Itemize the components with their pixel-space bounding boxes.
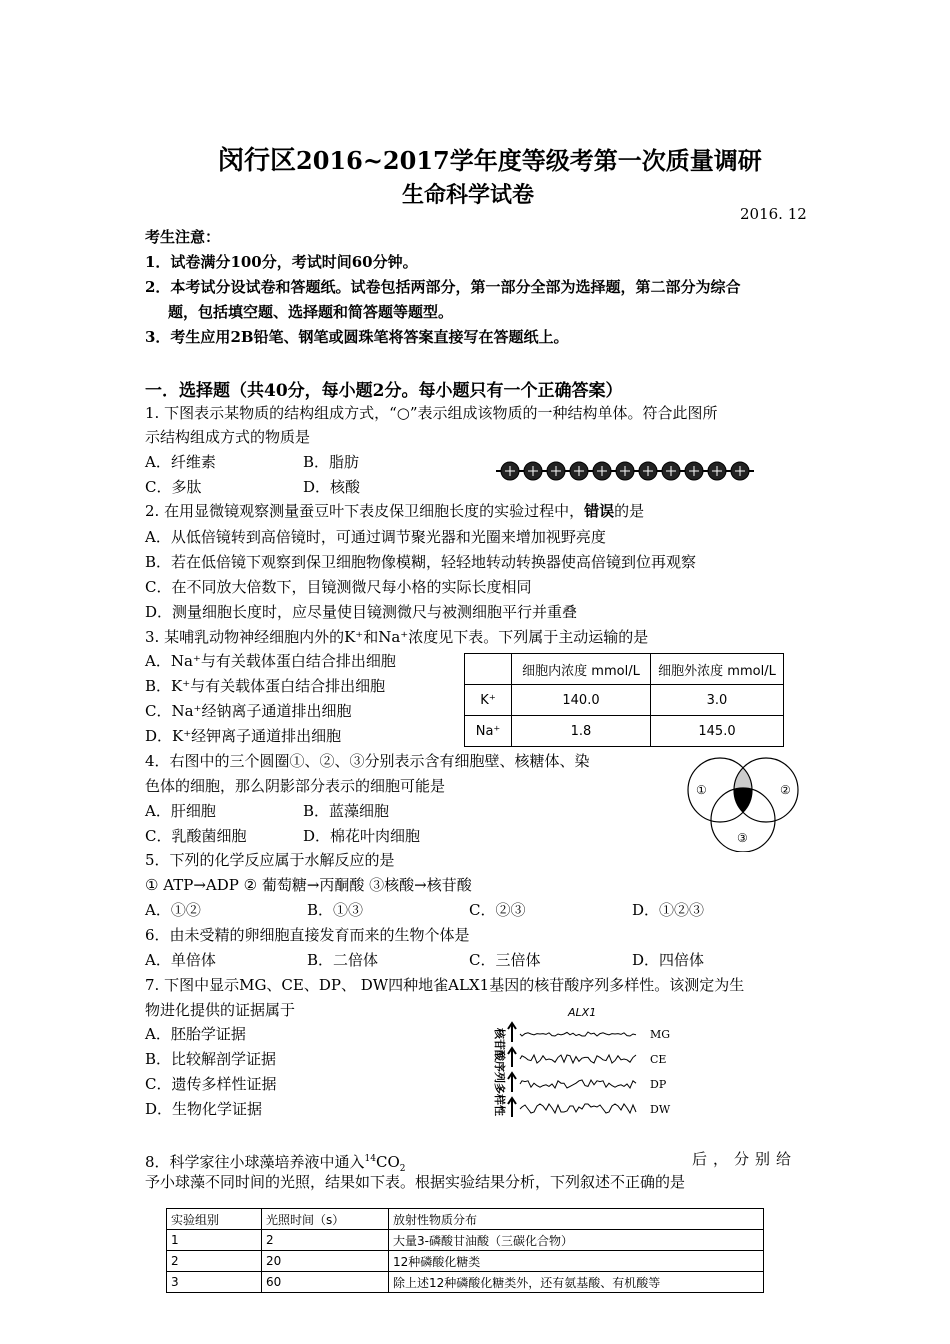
table-cell: 3 <box>167 1272 262 1293</box>
table-row <box>167 1251 764 1272</box>
q3-option-b: B．K⁺与有关载体蛋白结合排出细胞 <box>145 677 386 695</box>
q2-option-b: B．若在低倍镜下观察到保卫细胞物像模糊，轻轻地转动转换器使高倍镜到位再观察 <box>145 553 697 571</box>
table-header: 实验组别 <box>167 1209 262 1230</box>
q1-option-c: C．多肽 <box>145 478 202 496</box>
q5-option-c: C．②③ <box>469 901 526 919</box>
q1-option-a: A．纤维素 <box>145 453 216 471</box>
diversity-trace-mg <box>520 1032 636 1036</box>
q1-option-d: D．核酸 <box>303 478 361 496</box>
table-cell: 3.0 <box>651 685 784 716</box>
q1-stem-2: 示结构组成方式的物质是 <box>145 428 311 446</box>
species-label: CE <box>650 1053 667 1066</box>
q7-option-a: A．胚胎学证据 <box>145 1025 246 1043</box>
monomer-chain-figure <box>496 460 756 482</box>
arrow-up-icon <box>508 1073 516 1092</box>
table-header-row <box>167 1209 764 1230</box>
q7-stem-1: 7. 下图中显示MG、CE、DP、 DW四种地雀ALX1基因的核苷酸序列多样性。该测定为生 <box>145 976 745 994</box>
table-cell: 2 <box>167 1251 262 1272</box>
table-cell: 60 <box>262 1272 389 1293</box>
q3-option-c: C．Na⁺经钠离子通道排出细胞 <box>145 702 352 720</box>
q2-stem-post: 的是 <box>614 502 645 520</box>
q1-stem-1: 1. 下图表示某物质的结构组成方式，“○”表示组成该物质的一种结构单体。符合此图所 <box>145 404 718 422</box>
notice-item-2: 2．本考试分设试卷和答题纸。试卷包括两部分，第一部分全部为选择题，第二部分为综合 <box>145 278 741 296</box>
table-header-row <box>465 654 784 685</box>
q7-option-b: B．比较解剖学证据 <box>145 1050 277 1068</box>
arrow-up-icon <box>508 1098 516 1117</box>
notice-item-2-cont: 题，包括填空题、选择题和简答题等题型。 <box>168 303 454 321</box>
venn-label-2: ② <box>780 783 791 797</box>
q3-option-a: A．Na⁺与有关载体蛋白结合排出细胞 <box>145 652 396 670</box>
table-row <box>465 685 784 716</box>
q8-stem-2: 予小球藻不同时间的光照，结果如下表。根据实验结果分析，下列叙述不正确的是 <box>145 1173 686 1191</box>
gene-label: ALX1 <box>568 1006 597 1019</box>
q4-stem-2: 色体的细胞，那么阴影部分表示的细胞可能是 <box>145 777 446 795</box>
q6-option-c: C．三倍体 <box>469 951 541 969</box>
q4-option-b: B．蓝藻细胞 <box>303 802 390 820</box>
notice-heading: 考生注意： <box>145 228 221 246</box>
q5-reactions: ① ATP→ADP ② 葡萄糖→丙酮酸 ③核酸→核苷酸 <box>145 876 472 894</box>
table-cell <box>465 654 512 685</box>
table-cell: 2 <box>262 1230 389 1251</box>
table-cell: 大量3-磷酸甘油酸（三碳化合物） <box>389 1230 764 1251</box>
q2-option-a: A．从低倍镜转到高倍镜时，可通过调节聚光器和光圈来增加视野亮度 <box>145 528 606 546</box>
q7-stem-2: 物进化提供的证据属于 <box>145 1001 296 1019</box>
dna-traces <box>508 1023 671 1117</box>
table-cell: 1 <box>167 1230 262 1251</box>
diversity-trace-dp <box>520 1080 636 1088</box>
exam-date: 2016. 12 <box>740 205 807 223</box>
table-header: 细胞内浓度 mmol/L <box>512 654 651 685</box>
q7-option-d: D．生物化学证据 <box>145 1100 263 1118</box>
q2-stem-emphasis: 错误 <box>584 502 615 520</box>
table-cell: 20 <box>262 1251 389 1272</box>
species-label: DW <box>650 1103 671 1116</box>
table-header: 放射性物质分布 <box>389 1209 764 1230</box>
q1-option-b: B．脂肪 <box>303 453 360 471</box>
title-rest: 2016~2017学年度等级考第一次质量调研 <box>296 146 762 175</box>
alx1-diversity-figure <box>484 1004 684 1128</box>
notice-item-3: 3．考生应用2B铅笔、钢笔或圆珠笔将答案直接写在答题纸上。 <box>145 328 569 346</box>
page-title <box>218 140 762 177</box>
q2-stem <box>145 502 644 520</box>
species-label: MG <box>650 1028 671 1041</box>
table-cell: 除上述12种磷酸化糖类外，还有氨基酸、有机酸等 <box>389 1272 764 1293</box>
diversity-trace-ce <box>520 1055 636 1063</box>
q6-option-d: D．四倍体 <box>632 951 705 969</box>
table-header: 细胞外浓度 mmol/L <box>651 654 784 685</box>
table-cell: 140.0 <box>512 685 651 716</box>
q3-stem: 3. 某哺乳动物神经细胞内外的K⁺和Na⁺浓度见下表。下列属于主动运输的是 <box>145 628 649 646</box>
q4-option-d: D．棉花叶肉细胞 <box>303 827 421 845</box>
q4-option-c: C．乳酸菌细胞 <box>145 827 247 845</box>
q6-stem: 6．由未受精的卵细胞直接发育而来的生物个体是 <box>145 926 470 944</box>
q7-option-c: C．遗传多样性证据 <box>145 1075 277 1093</box>
page-subtitle: 生命科学试卷 <box>402 182 535 208</box>
species-label: DP <box>650 1078 667 1091</box>
arrow-up-icon <box>508 1023 516 1042</box>
table-cell: 145.0 <box>651 716 784 747</box>
light-experiment-table <box>166 1208 764 1293</box>
co2-text: CO <box>376 1153 400 1171</box>
table-cell: 1.8 <box>512 716 651 747</box>
q5-option-b: B．①③ <box>307 901 364 919</box>
diversity-trace-dw <box>520 1104 636 1113</box>
table-row <box>465 716 784 747</box>
q5-option-d: D．①②③ <box>632 901 705 919</box>
venn-label-1: ① <box>696 783 707 797</box>
table-cell: 12种磷酸化糖类 <box>389 1251 764 1272</box>
q8-stem-pre: 8．科学家往小球藻培养液中通入 <box>145 1153 365 1171</box>
q2-option-d: D．测量细胞长度时，应尽量使目镜测微尺与被测细胞平行并重叠 <box>145 603 578 621</box>
isotope-superscript: 14 <box>364 1154 376 1164</box>
notice-item-1: 1．试卷满分100分，考试时间60分钟。 <box>145 253 418 271</box>
q6-option-a: A．单倍体 <box>145 951 216 969</box>
q5-option-a: A．①② <box>145 901 201 919</box>
section-heading: 一．选择题（共40分，每小题2分。每小题只有一个正确答案） <box>145 381 623 401</box>
q8-stem-post: 后，分别给 <box>692 1150 798 1168</box>
table-row <box>167 1230 764 1251</box>
q2-stem-pre: 2. 在用显微镜观察测量蚕豆叶下表皮保卫细胞长度的实验过程中， <box>145 502 585 520</box>
venn-diagram <box>676 756 812 852</box>
table-cell: K⁺ <box>465 685 512 716</box>
q5-stem: 5．下列的化学反应属于水解反应的是 <box>145 851 395 869</box>
table-row <box>167 1272 764 1293</box>
table-cell: Na⁺ <box>465 716 512 747</box>
q2-option-c: C．在不同放大倍数下，目镜测微尺每小格的实际长度相同 <box>145 578 532 596</box>
q6-option-b: B．二倍体 <box>307 951 379 969</box>
table-header: 光照时间（s） <box>262 1209 389 1230</box>
ion-concentration-table <box>464 653 784 747</box>
monomer-beads <box>501 462 749 480</box>
venn-label-3: ③ <box>737 831 748 845</box>
y-axis-label: 核苷酸序列多样性 <box>493 1028 506 1116</box>
arrow-up-icon <box>508 1048 516 1067</box>
co2-subscript: 2 <box>399 1164 406 1174</box>
q4-option-a: A．肝细胞 <box>145 802 216 820</box>
title-region: 闵行区 <box>218 146 297 176</box>
q3-option-d: D．K⁺经钾离子通道排出细胞 <box>145 727 342 745</box>
q4-stem-1: 4．右图中的三个圆圈①、②、③分别表示含有细胞壁、核糖体、染 <box>145 752 590 770</box>
